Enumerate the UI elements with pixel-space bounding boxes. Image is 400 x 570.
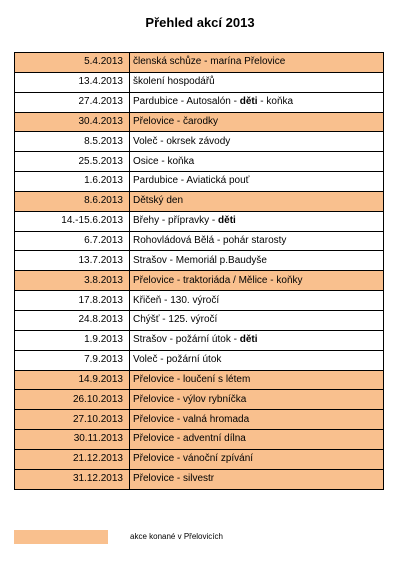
event-description-suffix: - koňka <box>257 96 294 108</box>
event-date: 27.10.2013 <box>15 410 130 430</box>
event-date: 21.12.2013 <box>15 449 130 469</box>
event-description: Voleč - požární útok <box>130 350 384 370</box>
event-description: Rohovládová Bělá - pohár starosty <box>130 231 384 251</box>
table-row <box>15 271 384 291</box>
event-date: 14.9.2013 <box>15 370 130 390</box>
table-row <box>15 92 384 112</box>
event-description: Voleč - okrsek závody <box>130 132 384 152</box>
event-date: 25.5.2013 <box>15 152 130 172</box>
table-row <box>15 410 384 430</box>
event-date: 17.8.2013 <box>15 291 130 311</box>
table-row <box>15 350 384 370</box>
event-date: 1.9.2013 <box>15 330 130 350</box>
legend-label: akce konané v Přelovicích <box>130 532 223 541</box>
event-description <box>130 92 384 112</box>
event-description: školení hospodářů <box>130 72 384 92</box>
table-row <box>15 251 384 271</box>
event-description: Přelovice - čarodky <box>130 112 384 132</box>
legend-swatch <box>14 530 108 544</box>
event-date: 26.10.2013 <box>15 390 130 410</box>
event-date: 27.4.2013 <box>15 92 130 112</box>
table-row <box>15 132 384 152</box>
event-description <box>130 211 384 231</box>
table-row <box>15 53 384 73</box>
event-date: 31.12.2013 <box>15 469 130 489</box>
event-date: 13.4.2013 <box>15 72 130 92</box>
event-date: 7.9.2013 <box>15 350 130 370</box>
event-description: Křičeň - 130. výročí <box>130 291 384 311</box>
event-date: 13.7.2013 <box>15 251 130 271</box>
event-description <box>130 330 384 350</box>
table-row <box>15 172 384 192</box>
table-row <box>15 330 384 350</box>
table-row <box>15 231 384 251</box>
page-title: Přehled akcí 2013 <box>145 15 255 30</box>
event-date: 14.-15.6.2013 <box>15 211 130 231</box>
event-date: 30.11.2013 <box>15 430 130 450</box>
events-table <box>14 52 384 490</box>
event-date: 30.4.2013 <box>15 112 130 132</box>
event-description: Strašov - Memoriál p.Baudyše <box>130 251 384 271</box>
table-row <box>15 72 384 92</box>
event-description-emphasis: děti <box>218 215 236 227</box>
events-table-body <box>15 53 384 490</box>
table-row <box>15 191 384 211</box>
table-row <box>15 430 384 450</box>
event-description: Přelovice - valná hromada <box>130 410 384 430</box>
event-description-text: Břehy - přípravky - <box>133 215 219 227</box>
event-date: 8.5.2013 <box>15 132 130 152</box>
event-description-emphasis: děti <box>239 334 258 346</box>
event-description-text: Pardubice - Autosalón - <box>133 96 240 108</box>
event-description: Chýšť - 125. výročí <box>130 310 384 330</box>
event-description: Přelovice - silvestr <box>130 469 384 489</box>
event-date: 5.4.2013 <box>15 53 130 73</box>
event-description: členská schůze - marína Přelovice <box>130 53 384 73</box>
event-description: Osice - koňka <box>130 152 384 172</box>
event-description: Dětský den <box>130 191 384 211</box>
event-date: 6.7.2013 <box>15 231 130 251</box>
table-row <box>15 211 384 231</box>
table-row <box>15 152 384 172</box>
event-date: 24.8.2013 <box>15 310 130 330</box>
event-description: Pardubice - Aviatická pouť <box>130 172 384 192</box>
event-description-emphasis: děti <box>239 96 258 108</box>
table-row <box>15 291 384 311</box>
event-date: 3.8.2013 <box>15 271 130 291</box>
table-row <box>15 469 384 489</box>
table-row <box>15 390 384 410</box>
event-date: 1.6.2013 <box>15 172 130 192</box>
event-date: 8.6.2013 <box>15 191 130 211</box>
event-description: Přelovice - vánoční zpívání <box>130 449 384 469</box>
event-description-text: Strašov - požární útok - <box>133 334 240 346</box>
table-row <box>15 310 384 330</box>
event-description: Přelovice - traktoriáda / Mělice - koňky <box>130 271 384 291</box>
event-description: Přelovice - adventní dílna <box>130 430 384 450</box>
table-row <box>15 112 384 132</box>
table-row <box>15 449 384 469</box>
event-description: Přelovice - loučení s létem <box>130 370 384 390</box>
table-row <box>15 370 384 390</box>
event-description: Přelovice - výlov rybníčka <box>130 390 384 410</box>
